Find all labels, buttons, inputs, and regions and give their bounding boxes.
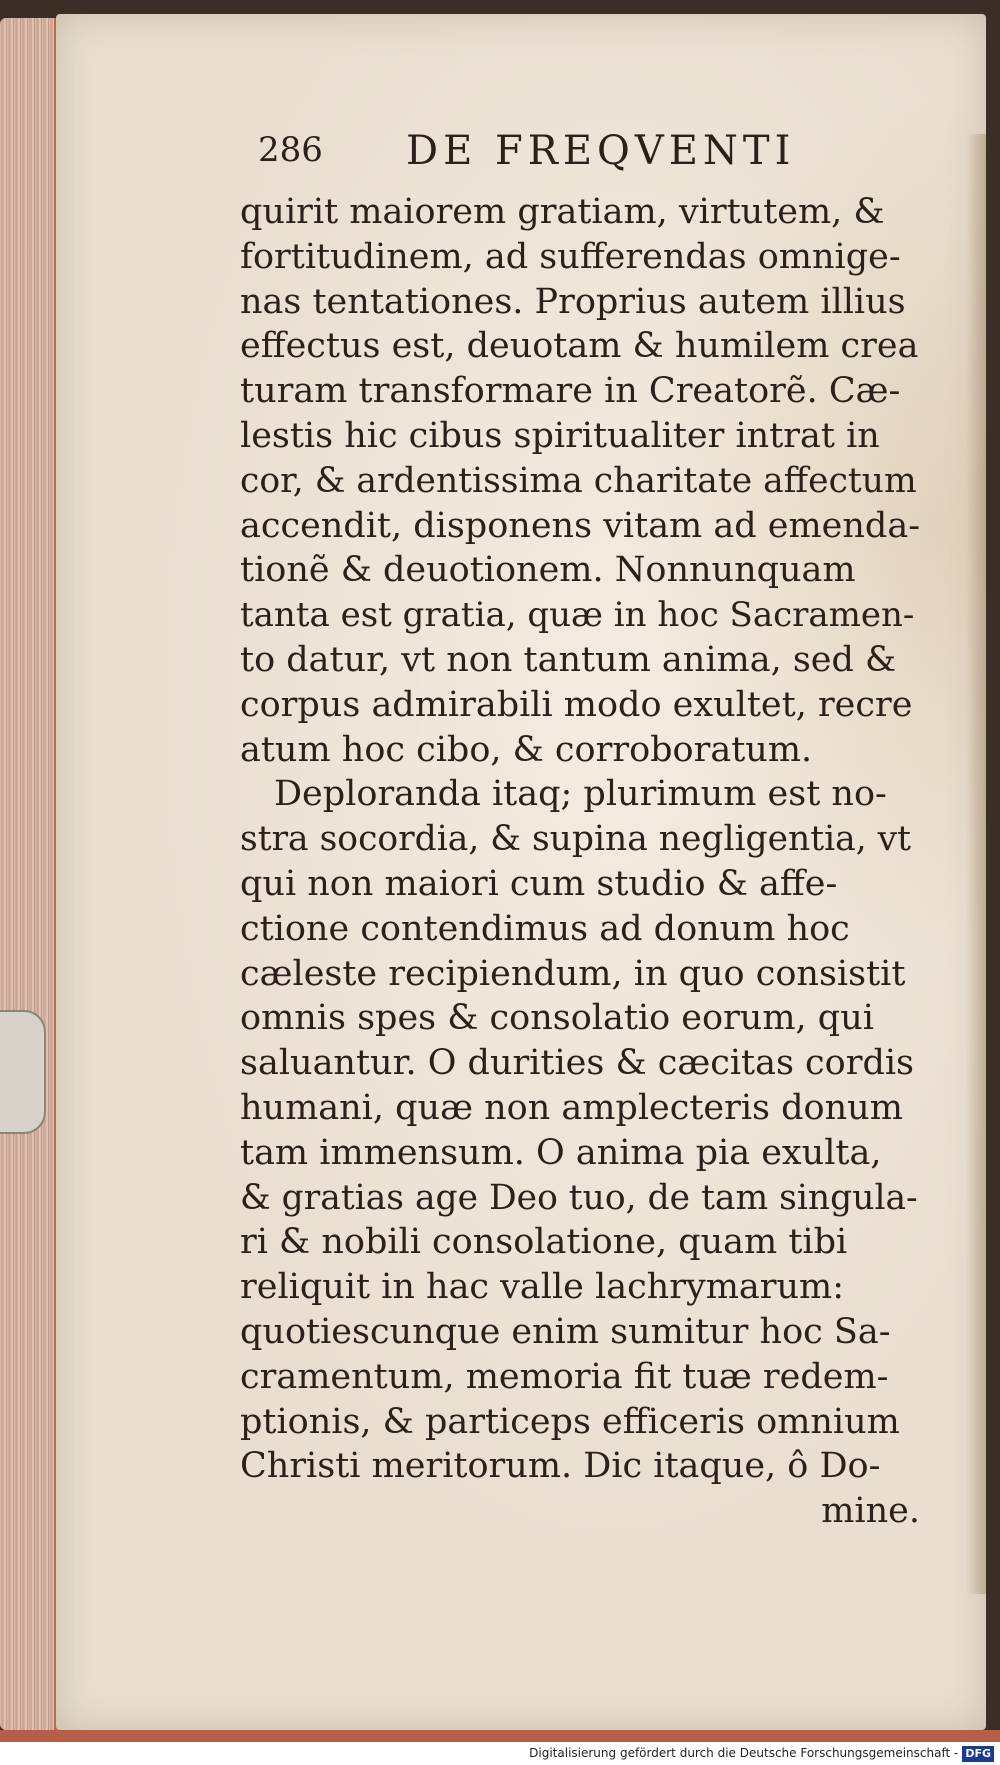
page-gutter-shadow <box>966 134 986 1594</box>
text-line: tionẽ & deuotionem. Nonnunquam <box>240 550 856 591</box>
text-line: omnis spes & consolatio eorum, qui <box>240 998 874 1039</box>
text-line: turam transformare in Creatorẽ. Cæ- <box>240 371 901 412</box>
text-line: ri & nobili consolatione, quam tibi <box>240 1222 848 1263</box>
text-line: to datur, vt non tantum anima, sed & <box>240 639 897 680</box>
text-line: saluantur. O durities & cæcitas cordis <box>240 1043 915 1084</box>
text-line: quotiescunque enim sumitur hoc Sa- <box>240 1311 891 1352</box>
text-line: atum hoc cibo, & corroboratum. <box>240 729 813 770</box>
text-line: fortitudinem, ad sufferendas omnige- <box>240 236 901 277</box>
text-line: lestis hic cibus spiritualiter intrat in <box>240 415 880 456</box>
page-edges <box>0 18 62 1730</box>
body-text <box>240 190 920 1534</box>
catchword: mine. <box>821 1491 920 1532</box>
text-line: Deploranda itaq; plurimum est no- <box>274 774 887 815</box>
text-line: cramentum, memoria fit tuæ redem- <box>240 1356 889 1397</box>
text-line: effectus est, deuotam & humilem crea <box>240 326 919 367</box>
text-line: qui non maiori cum studio & affe- <box>240 863 838 904</box>
text-line: tanta est gratia, quæ in hoc Sacramen- <box>240 595 915 636</box>
text-line: cæleste recipiendum, in quo consistit <box>240 953 906 994</box>
text-line: corpus admirabili modo exultet, recre <box>240 684 913 725</box>
book-clasp <box>0 1010 46 1134</box>
page-number: 286 <box>258 130 323 170</box>
footer-text: Digitalisierung gefördert durch die Deutsche Forschungsgemeinschaft - <box>529 1746 959 1760</box>
running-title: DE FREQVENTI <box>406 128 796 174</box>
running-header <box>258 128 878 188</box>
text-line: cor, & ardentissima charitate affectum <box>240 460 917 501</box>
text-line: quirit maiorem gratiam, virtutem, & <box>240 192 885 232</box>
text-line: Christi meritorum. Dic itaque, ô Do- <box>240 1446 881 1487</box>
page-bottom-edge <box>0 1730 1000 1742</box>
text-line: & gratias age Deo tuo, de tam singula- <box>240 1177 918 1218</box>
text-line: accendit, disponens vitam ad emenda- <box>240 505 921 546</box>
text-line: ptionis, & particeps efficeris omnium <box>240 1401 900 1442</box>
text-line: nas tentationes. Proprius autem illius <box>240 281 906 322</box>
text-line: tam immensum. O anima pia exulta, <box>240 1132 882 1173</box>
dfg-logo: DFG <box>962 1746 994 1762</box>
text-line: stra socordia, & supina negligentia, vt <box>240 819 912 860</box>
digitization-credit <box>0 1742 1000 1765</box>
text-line: ctione contendimus ad donum hoc <box>240 908 850 949</box>
text-line: reliquit in hac valle lachrymarum: <box>240 1267 845 1308</box>
text-line: humani, quæ non amplecteris donum <box>240 1087 903 1128</box>
